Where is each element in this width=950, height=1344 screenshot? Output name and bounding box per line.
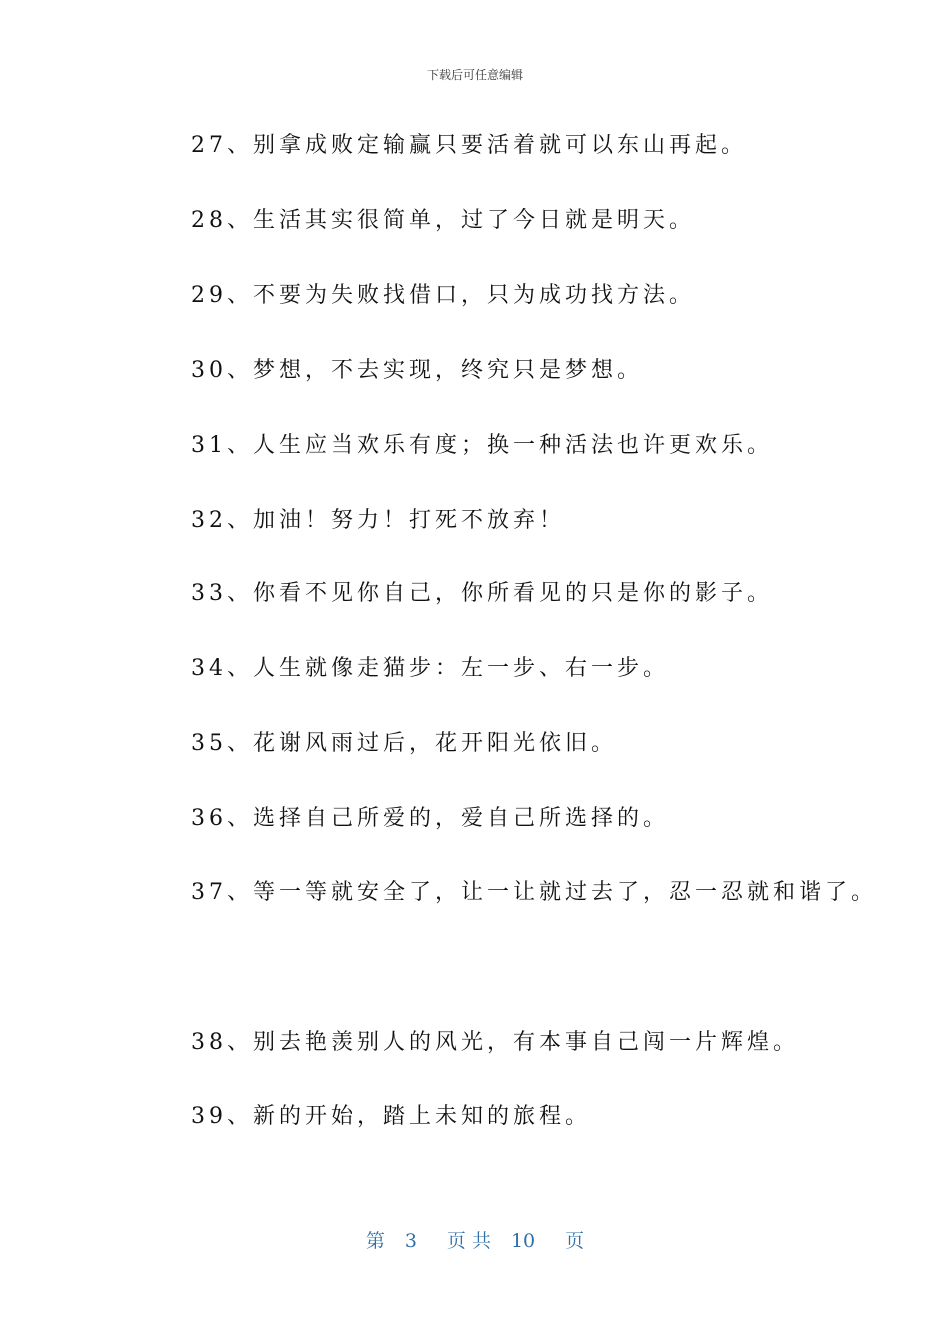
footer-current-page: 3 xyxy=(404,1230,417,1252)
quote-line-34: 34、人生就像走猫步：左一步、右一步。 xyxy=(191,656,669,681)
quote-line-29: 29、不要为失败找借口，只为成功找方法。 xyxy=(191,283,695,308)
quote-line-37: 37、等一等就安全了，让一让就过去了，忍一忍就和谐了。 xyxy=(191,880,877,905)
quote-line-38: 38、别去艳羡别人的风光，有本事自己闯一片辉煌。 xyxy=(191,1030,799,1055)
quote-line-33: 33、你看不见你自己，你所看见的只是你的影子。 xyxy=(191,581,773,606)
quote-line-36: 36、选择自己所爱的，爱自己所选择的。 xyxy=(191,806,669,831)
quote-line-32: 32、加油！努力！打死不放弃！ xyxy=(191,508,565,533)
footer-suffix: 页 xyxy=(565,1230,585,1252)
footer-total-pages: 10 xyxy=(510,1230,536,1252)
footer-prefix: 第 xyxy=(365,1230,385,1252)
footer-middle: 页 共 xyxy=(446,1230,491,1252)
quote-line-39: 39、新的开始，踏上未知的旅程。 xyxy=(191,1104,591,1129)
quote-line-28: 28、生活其实很简单，过了今日就是明天。 xyxy=(191,208,695,233)
quote-line-35: 35、花谢风雨过后，花开阳光依旧。 xyxy=(191,731,617,756)
quote-line-31: 31、人生应当欢乐有度；换一种活法也许更欢乐。 xyxy=(191,433,773,458)
page-number-footer xyxy=(0,1226,950,1253)
quote-line-27: 27、别拿成败定输赢只要活着就可以东山再起。 xyxy=(191,133,747,158)
page-header-note: 下载后可任意编辑 xyxy=(426,68,523,82)
quote-line-30: 30、梦想，不去实现，终究只是梦想。 xyxy=(191,358,643,383)
